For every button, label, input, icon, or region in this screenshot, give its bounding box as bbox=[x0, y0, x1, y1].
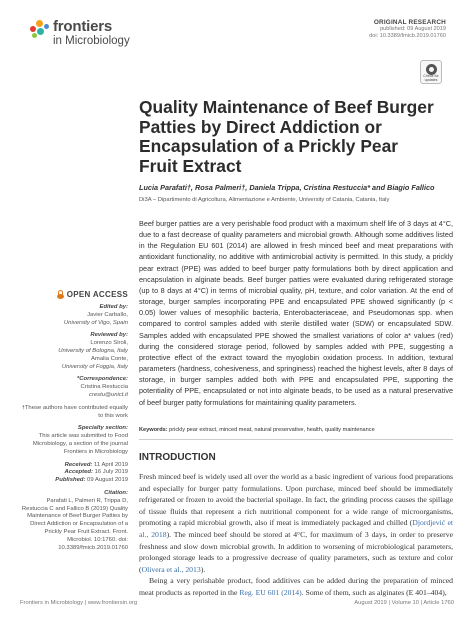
accepted-date: 16 July 2019 bbox=[94, 469, 128, 476]
citation-link[interactable]: Reg. EU 601 (2014) bbox=[239, 587, 302, 597]
footer-volume-info: August 2019 | Volume 10 | Article 1760 bbox=[354, 600, 454, 606]
open-access-label: OPEN ACCESS bbox=[66, 289, 128, 299]
frontiers-logo-icon bbox=[30, 20, 50, 40]
doi-link[interactable]: doi: 10.3389/fmicb.2019.01760 bbox=[369, 33, 446, 40]
citation-link[interactable]: Olivera et al., 2013 bbox=[141, 564, 201, 574]
article-sidebar bbox=[20, 290, 128, 552]
equal-contribution-note: †These authors have contributed equally to this work bbox=[21, 404, 128, 419]
journal-subtitle: in Microbiology bbox=[53, 35, 130, 47]
paragraph: Being a very perishable product, food additives can be added during the preparation of minced meat products as reported in the Reg. EU 601 (2014). Some of them, such as alginates (E 401–404), bbox=[139, 576, 453, 597]
journal-brand: frontiers bbox=[53, 18, 113, 35]
citation-text: Parafati L, Palmeri R, Trippa D, Restuccia C and Fallico B (2019) Quality Maintenance of Beef Burger Patties by Direct Addiction or Encapsulation of a Prickly Pear Fruit Extract. Front. Microbiol. 10:1760. doi: 10.3389/fmicb.2019.01760 bbox=[21, 497, 128, 551]
citation-label: Citation: bbox=[104, 489, 128, 496]
keywords-text: prickly pear extract, minced meat, natural preservative, health, quality maintenance bbox=[169, 427, 375, 433]
abstract: Beef burger patties are a very perishable food product with a maximum shelf life of 3 days at 4°C, due to a fast decrease of quality parameters and microbial growth. Although some additives listed in the Regulation EU 601 (2014) are allowed in fresh minced beef and meat preparations with antioxidant functionality, no additive with antimicrobial activity is permitted. In this study, a prickly pear extract (PPE) was added to beef burger patty formulations both by direct application and encapsulation in alginate beads. Beef burger patties were evaluated during refrigerated storage (up to 8 days at 4°C) in terms of microbial quality, pH, texture, and color variation. At the end of storage, burger samples incorporating PPE and encapsulated PPE showed significantly (p < 0.05) lower values of mesophilic bacteria, Enterobacteriaceae, and Pseudomonas spp. when compared to control samples added with sterile distilled water (SDW) or encapsulated SDW. Samples added with encapsulated PPE showed the smallest variations of color a* values (red) during the considered storage period, followed by samples added with PPE, suggesting a protective effect of the extract toward the myoglobin oxidation process. In addition, textural parameters (hardness, cohesiveness, and springiness) reached the highest levels, after 8 days of storage, in burger samples added both with PPE and encapsulated PPE, supporting the potentiality of PPE, encapsulated or not into alginate beads, to be used as a natural preservative of beef burger patty formulations for maintaining quality parameters. bbox=[139, 219, 453, 407]
keywords bbox=[139, 427, 453, 433]
reviewer-affiliation: University of Foggia, Italy bbox=[61, 363, 128, 370]
footer-journal-link[interactable]: Frontiers in Microbiology | www.frontiersin.org bbox=[20, 600, 138, 606]
received-date: 11 April 2019 bbox=[94, 461, 128, 468]
affiliation: Di3A – Dipartimento di Agricoltura, Alimentazione e Ambiente, University of Catania, Catania, Italy bbox=[139, 197, 390, 203]
correspondence-name: Cristina Restuccia bbox=[80, 384, 128, 391]
accepted-label: Accepted: bbox=[64, 469, 93, 476]
journal-logo[interactable] bbox=[30, 18, 140, 50]
received-label: Received: bbox=[64, 461, 93, 468]
edited-by-label: Edited by: bbox=[99, 304, 128, 310]
open-access-icon bbox=[57, 290, 64, 299]
editor-affiliation: University of Vigo, Spain bbox=[63, 319, 128, 326]
reviewer-name: Lorenzo Siroli, bbox=[90, 340, 128, 347]
correspondence-email[interactable]: crestu@unict.it bbox=[88, 391, 128, 398]
correspondence-label: *Correspondence: bbox=[76, 376, 128, 383]
specialty-text: This article was submitted to Food Microbiology, a section of the journal Frontiers in Microbiology bbox=[32, 433, 128, 455]
reviewer-name: Amalia Conte, bbox=[91, 355, 128, 362]
paragraph: Fresh minced beef is widely used all over the world as a basic ingredient of various food preparations and especially for burger patty formulations. Upon purchase, minced beef should be immediately refrigerated or frozen to avoid the bacterial spoilage. In fact, the grinding process causes the spillage of tissue fluids that represent a rich nutritional component for a wide range of microorganisms, promoting a rapid microbial growth, also if meat is immediately packaged and chilled (Djordjević et al., 2018). The minced beef should be stored at 4°C, for maximum of 3 days, in order to preserve freshness and slow down microbial growth. In addition to worsening of microbiological parameters, prolonged storage leads to a progressive decrease of quality parameters, such as texture and color (Olivera et al., 2013). bbox=[139, 472, 453, 574]
editor-name: Javier Carballo, bbox=[87, 311, 128, 318]
published-date-sidebar: 09 August 2019 bbox=[87, 477, 128, 484]
reviewed-by-label: Reviewed by: bbox=[90, 332, 128, 339]
body-text bbox=[139, 471, 453, 599]
section-heading: INTRODUCTION bbox=[139, 452, 216, 463]
article-title: Quality Maintenance of Beef Burger Patties by Direct Addiction or Encapsulation of a Prickly Pear Fruit Extract bbox=[139, 97, 434, 176]
specialty-label: Specialty section: bbox=[77, 425, 128, 432]
reviewer-affiliation: University of Bologna, Italy bbox=[58, 347, 128, 354]
article-meta bbox=[369, 19, 446, 40]
article-type: ORIGINAL RESEARCH bbox=[373, 19, 446, 26]
open-access-row bbox=[20, 290, 128, 299]
published-label: Published: bbox=[55, 477, 86, 484]
citation-link[interactable]: Djordjević et al., 2018 bbox=[139, 518, 453, 539]
check-updates-badge[interactable] bbox=[420, 60, 442, 84]
published-date: published: 09 August 2019 bbox=[380, 26, 446, 32]
author-list[interactable]: Lucia Parafati†, Rosa Palmeri†, Daniela Trippa, Cristina Restuccia* and Biagio Fallico bbox=[139, 183, 435, 192]
keywords-label: Keywords: bbox=[139, 427, 168, 433]
check-updates-label: Check for updates bbox=[423, 74, 439, 82]
divider bbox=[139, 439, 453, 440]
